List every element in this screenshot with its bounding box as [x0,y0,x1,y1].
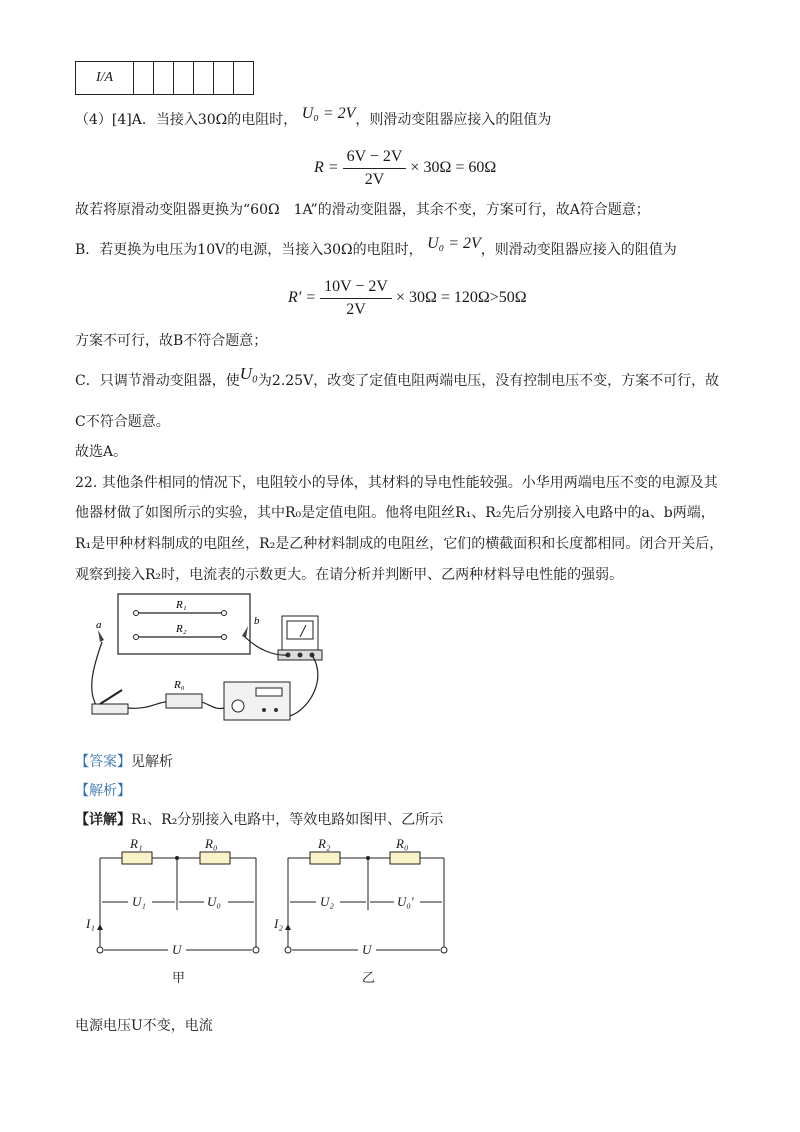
eq1-fraction [343,148,407,189]
answer-text: 见解析 [131,754,173,770]
label-a: a [96,619,102,631]
answer-line [75,752,173,772]
terminal-icon [298,653,303,658]
circuit-right [273,836,447,986]
table-header-cell [76,62,134,95]
part4-suffix: ，则滑动变阻器应接入的阻值为 [355,112,552,128]
eq2-lhs: R′ = [288,289,317,307]
eq1-lhs: R = [314,159,339,177]
terminal-icon [274,708,278,712]
footer-line: 电源电压U不变，电流 [75,1018,213,1034]
eq2-denominator: 2V [346,301,366,318]
line-c [75,364,720,391]
choice-line: 故选A。 [75,444,128,460]
line-b-suffix: ，则滑动变阻器应接入的阻值为 [480,242,677,258]
resistor-icon [310,852,340,864]
part4-r: 30Ω [197,112,228,128]
circuit-left [85,836,259,986]
part4-prefix: （4）[4]A．当接入 [75,112,198,128]
circuit-left-ua-label: U₁ [132,894,146,909]
eq2-rhs: × 30Ω = 120Ω>50Ω [395,289,527,307]
answer-tag: 【答案】 [75,754,131,770]
part4-intro [75,105,552,130]
terminal-icon [222,635,227,640]
terminal-icon [134,635,139,640]
circuit-left-u-label: U [172,942,182,957]
line-c-result: C不符合题意。 [75,414,170,430]
resistor-icon [200,852,230,864]
line-b-result: 方案不可行，故B不符合题意； [75,333,268,349]
circuit-left-caption: 甲 [172,971,186,986]
terminal-icon [97,947,103,953]
clip-a-icon [98,630,104,642]
equation-1 [314,148,496,189]
eq2-fraction [320,278,392,319]
terminal-icon [134,611,139,616]
wire [290,655,318,716]
terminal-icon [285,947,291,953]
table-cell [154,62,174,95]
line-c-suffix: 为2.25V，改变了定值电阻两端电压，没有控制电压不变，方案不可行，故 [257,373,720,389]
circuit-left-current-label: I₁ [86,916,95,931]
line-a-result: 故若将原滑动变阻器更换为“60Ω 1A”的滑动变阻器，其余不变，方案可行，故A符合题意； [75,202,650,218]
terminal-icon [253,947,259,953]
line-b-prefix: B．若更换为电压为10V的电源，当接入30Ω的电阻时， [75,242,423,258]
switch-base [92,704,128,714]
line-c-u0: U₀ [239,364,258,383]
label-r2: R₂ [176,623,187,635]
current-arrow-icon [97,924,103,930]
line-c-prefix: C．只调节滑动变阻器，使 [75,373,240,389]
switch-lever-icon [100,690,122,704]
r0-component [166,694,202,708]
table-cell [194,62,214,95]
circuit-right-ub-label: U₀′ [397,894,414,909]
experiment-figure [78,590,338,730]
circuit-right-current-label: I₂ [274,916,283,931]
circuit-right-ra-label: R₂ [318,836,331,851]
q22-line1: 22. 其他条件相同的情况下，电阻较小的导体，其材料的导电性能较强。小华用两端电压不变的电源及其 [75,475,718,491]
current-table [75,61,254,95]
detail-text: R₁、R₂分别接入电路中，等效电路如图甲、乙所示 [131,812,444,828]
eq1-denominator: 2V [364,171,385,188]
circuit-right-rb-label: R₀ [396,836,409,851]
wire [92,642,102,705]
eq1-numerator: 6V − 2V [343,148,407,169]
current-arrow-icon [285,924,291,930]
table-cell [234,62,254,95]
label-b: b [254,615,260,627]
terminal-icon [222,611,227,616]
circuit-right-u-label: U [362,942,372,957]
q22-line3: R₁是甲种材料制成的电阻丝，R₂是乙种材料制成的电阻丝，它们的横截面积和长度都相同。闭合开关后， [75,536,724,552]
u0-expression: U₀ = 2V [301,105,356,122]
q22-line2: 他器材做了如图所示的实验，其中R₀是定值电阻。他将电阻丝R₁、R₂先后分别接入电路中的a、b两端， [75,505,715,521]
label-r1: R₁ [176,599,187,611]
resistor-icon [122,852,152,864]
part4-mid: 的电阻时， [227,112,298,128]
table-cell [174,62,194,95]
label-r0: R₀ [174,679,185,691]
power-display [256,688,282,696]
power-knob-icon [232,700,244,712]
circuit-left-ub-label: U₀ [207,894,221,909]
eq1-rhs: × 30Ω = 60Ω [410,159,497,177]
wire [128,702,166,708]
q22-line4: 观察到接入R₂时，电流表的示数更大。在请分析并判断甲、乙两种材料导电性能的强弱。 [75,567,624,583]
circuit-left-rb-label: R₀ [205,836,218,851]
line-b [75,235,677,260]
wire [202,702,224,709]
resistor-icon [390,852,420,864]
eq2-numerator: 10V − 2V [320,278,392,299]
analysis-tag: 【解析】 [75,783,131,799]
detail-line [75,810,443,830]
equivalent-circuits [80,832,460,992]
equation-2 [288,278,527,319]
table-cell [134,62,154,95]
circuit-left-ra-label: R₁ [130,836,143,851]
detail-tag: 【详解】 [75,812,131,828]
circuit-right-caption: 乙 [362,971,376,986]
terminal-icon [262,708,266,712]
table-header-text: I/A [95,70,114,85]
circuit-right-ua-label: U₂ [320,894,334,909]
table-cell [214,62,234,95]
line-b-u0: U₀ = 2V [427,235,481,252]
terminal-icon [441,947,447,953]
